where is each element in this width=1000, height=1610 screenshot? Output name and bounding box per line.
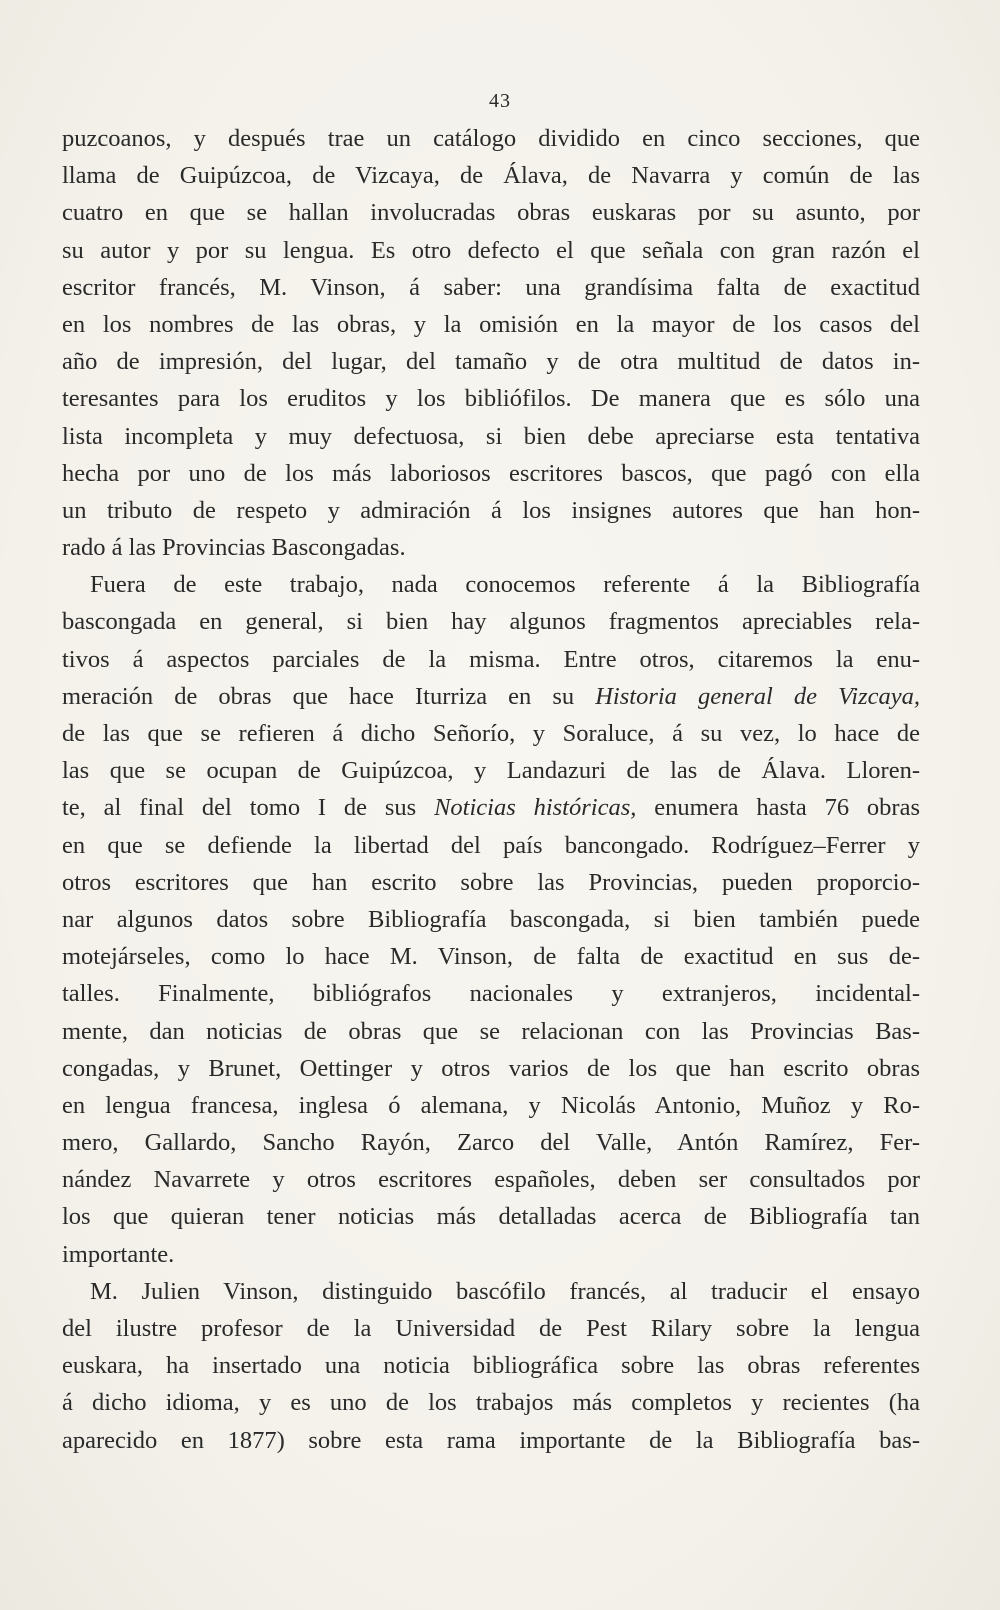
text-line: en que se defiende la libertad del país bancongado. Rodríguez–Ferrer y	[62, 831, 920, 859]
text-line: aparecido en 1877) sobre esta rama importante de la Bibliografía bas-	[62, 1426, 920, 1454]
text-line: escritor francés, M. Vinson, á saber: una grandísima falta de exactitud	[62, 273, 920, 301]
text-line: en los nombres de las obras, y la omisión en la mayor de los casos del	[62, 310, 920, 338]
text-line: las que se ocupan de Guipúzcoa, y Landazuri de las de Álava. Lloren-	[62, 757, 920, 785]
text-line: cuatro en que se hallan involucradas obras euskaras por su asunto, por	[62, 199, 920, 227]
text-line: M. Julien Vinson, distinguido bascófilo francés, al traducir el ensayo	[90, 1277, 920, 1305]
text-line	[62, 789, 920, 826]
text-line: nández Navarrete y otros escritores españoles, deben ser consultados por	[62, 1166, 920, 1194]
text-line: año de impresión, del lugar, del tamaño y de otra multitud de datos in-	[62, 348, 920, 376]
text-line: llama de Guipúzcoa, de Vizcaya, de Álava, de Navarra y común de las	[62, 162, 920, 190]
text-line: nar algunos datos sobre Bibliografía bascongada, si bien también puede	[62, 905, 920, 933]
text-line: tivos á aspectos parciales de la misma. Entre otros, citaremos la enu-	[62, 645, 920, 673]
italic-title: Historia general de Vizcaya,	[595, 682, 920, 710]
text-line: rado á las Provincias Bascongadas.	[62, 534, 406, 562]
text-line	[62, 678, 920, 715]
text-line: congadas, y Brunet, Oettinger y otros varios de los que han escrito obras	[62, 1054, 920, 1082]
text-line: los que quieran tener noticias más detalladas acerca de Bibliografía tan	[62, 1203, 920, 1231]
text-line: talles. Finalmente, bibliógrafos nacionales y extranjeros, incidental-	[62, 980, 920, 1008]
text-line: teresantes para los eruditos y los bibliófilos. De manera que es sólo una	[62, 385, 920, 413]
text-line: lista incompleta y muy defectuosa, si bien debe apreciarse esta tentativa	[62, 422, 920, 450]
text-line: mero, Gallardo, Sancho Rayón, Zarco del Valle, Antón Ramírez, Fer-	[62, 1129, 920, 1157]
text-segment: enumera hasta 76 obras	[636, 794, 920, 822]
text-line: bascongada en general, si bien hay algunos fragmentos apreciables rela-	[62, 608, 920, 636]
text-line: en lengua francesa, inglesa ó alemana, y Nicolás Antonio, Muñoz y Ro-	[62, 1091, 920, 1119]
page-number: 43	[489, 90, 511, 112]
body-text	[62, 120, 920, 1459]
text-segment: te, al final del tomo I de sus	[62, 794, 435, 822]
text-line: motejárseles, como lo hace M. Vinson, de falta de exactitud en sus de-	[62, 943, 920, 971]
text-line: de las que se refieren á dicho Señorío, y Soraluce, á su vez, lo hace de	[62, 720, 920, 747]
text-line: Fuera de este trabajo, nada conocemos referente á la Bibliografía	[90, 571, 920, 599]
text-line: á dicho idioma, y es uno de los trabajos más completos y recientes (ha	[62, 1389, 920, 1417]
text-line: otros escritores que han escrito sobre las Provincias, pueden proporcio-	[62, 868, 920, 896]
text-line: puzcoanos, y después trae un catálogo dividido en cinco secciones, que	[62, 125, 920, 152]
italic-title: Noticias históricas,	[434, 794, 637, 822]
text-line: euskara, ha insertado una noticia bibliográfica sobre las obras referentes	[62, 1352, 920, 1380]
text-segment: meración de obras que hace Iturriza en su	[62, 682, 596, 710]
text-line: importante.	[62, 1240, 175, 1268]
text-line: del ilustre profesor de la Universidad de Pest Rilary sobre la lengua	[62, 1315, 920, 1342]
text-line: hecha por uno de los más laboriosos escritores bascos, que pagó con ella	[62, 459, 920, 487]
text-line: su autor y por su lengua. Es otro defecto el que señala con gran razón el	[62, 236, 920, 264]
text-line: un tributo de respeto y admiración á los insignes autores que han hon-	[62, 496, 920, 524]
text-line: mente, dan noticias de obras que se relacionan con las Provincias Bas-	[62, 1017, 920, 1045]
